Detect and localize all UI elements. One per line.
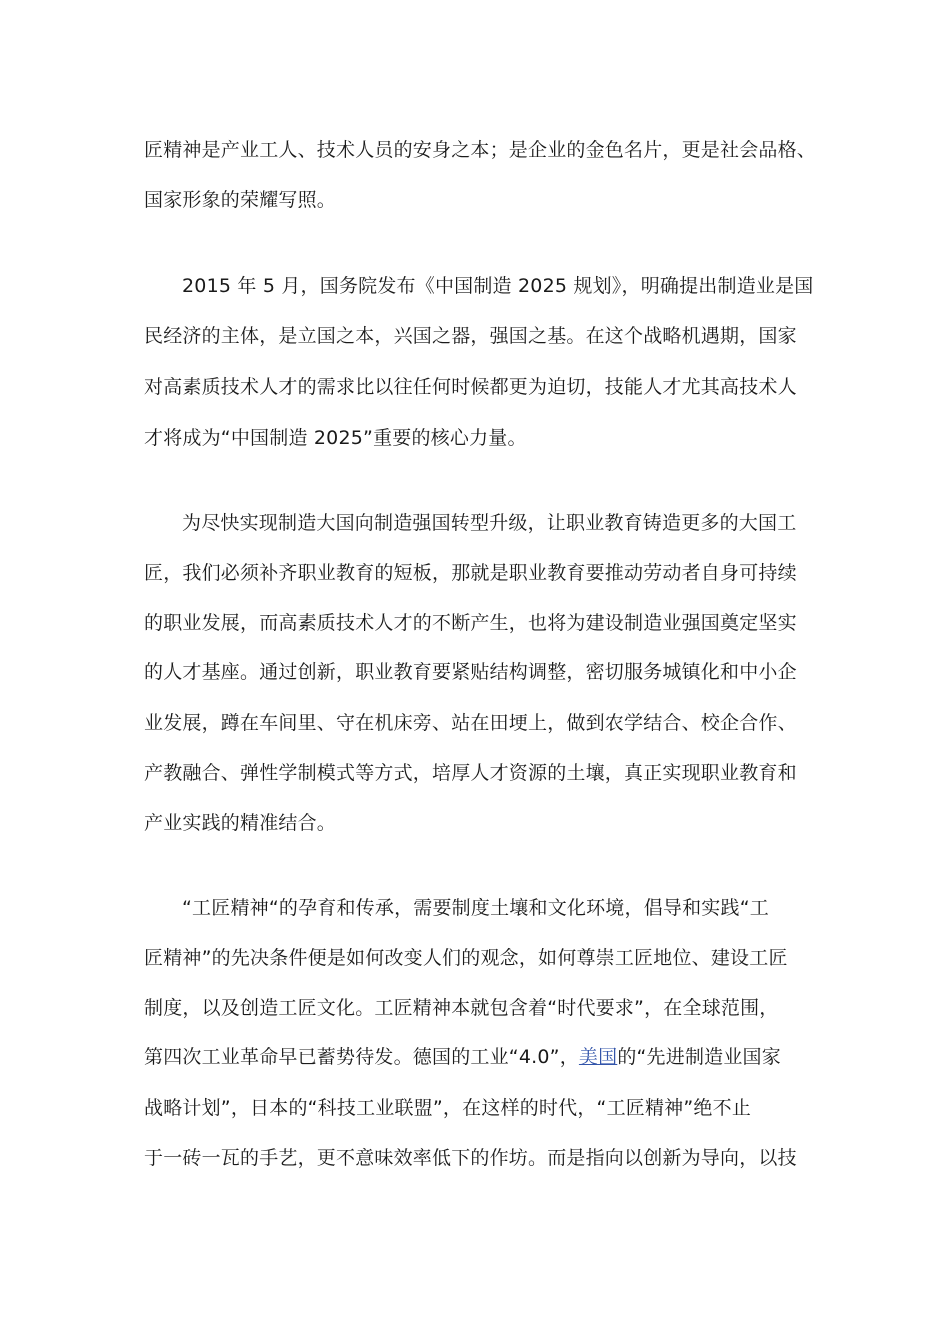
paragraph-2-line-1: 2015 年 5 月，国务院发布《中国制造 2025 规划》，明确提出制造业是国	[182, 275, 814, 297]
paragraph-4-line-2: 匠精神”的先决条件便是如何改变人们的观念，如何尊崇工匠地位、建设工匠	[144, 947, 788, 969]
paragraph-2-line-4: 才将成为“中国制造 2025”重要的核心力量。	[144, 427, 527, 449]
paragraph-2-line-2: 民经济的主体，是立国之本，兴国之器，强国之基。在这个战略机遇期，国家	[144, 325, 797, 347]
paragraph-1-line-2: 国家形象的荣耀写照。	[144, 189, 337, 211]
paragraph-1-line-1: 匠精神是产业工人、技术人员的安身之本；是企业的金色名片，更是社会品格、	[144, 139, 817, 161]
paragraph-4-line-5: 战略计划”，日本的“科技工业联盟”，在这样的时代，“工匠精神”绝不止	[144, 1097, 752, 1119]
paragraph-3-line-3: 的职业发展，而高素质技术人才的不断产生，也将为建设制造业强国奠定坚实	[144, 612, 797, 634]
paragraph-4-line-6: 于一砖一瓦的手艺，更不意味效率低下的作坊。而是指向以创新为导向，以技	[144, 1147, 797, 1169]
paragraph-3-line-5: 业发展，蹲在车间里、守在机床旁、站在田埂上，做到农学结合、校企合作、	[144, 712, 797, 734]
paragraph-4-line-4-after-link: 的“先进制造业国家	[617, 1046, 781, 1068]
paragraph-2-line-3: 对高素质技术人才的需求比以往任何时候都更为迫切，技能人才尤其高技术人	[144, 376, 797, 398]
paragraph-3-line-1: 为尽快实现制造大国向制造强国转型升级，让职业教育铸造更多的大国工	[182, 512, 797, 534]
paragraph-4-line-1: “工匠精神“的孕育和传承，需要制度土壤和文化环境，倡导和实践“工	[182, 897, 769, 919]
paragraph-4-line-4-text: 第四次工业革命早已蓄势待发。德国的工业“4.0”，	[144, 1046, 579, 1068]
paragraph-3-line-7: 产业实践的精准结合。	[144, 812, 337, 834]
link-meiguo[interactable]: 美国	[578, 1046, 618, 1068]
paragraph-3-line-6: 产教融合、弹性学制模式等方式，培厚人才资源的土壤，真正实现职业教育和	[144, 762, 797, 784]
paragraph-4-line-4	[144, 1044, 814, 1070]
paragraph-4-line-3: 制度，以及创造工匠文化。工匠精神本就包含着“时代要求”，在全球范围，	[144, 997, 779, 1019]
paragraph-3-line-4: 的人才基座。通过创新，职业教育要紧贴结构调整，密切服务城镇化和中小企	[144, 661, 797, 683]
paragraph-3-line-2: 匠，我们必须补齐职业教育的短板，那就是职业教育要推动劳动者自身可持续	[144, 562, 797, 584]
